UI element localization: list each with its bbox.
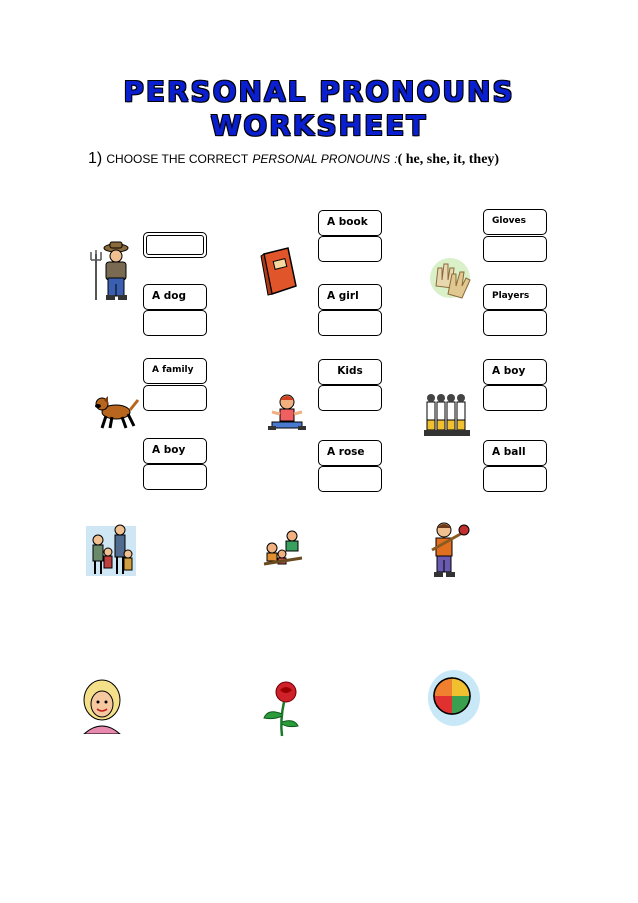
kids-picture (262, 528, 306, 570)
instruction-colon: : (394, 152, 398, 166)
answer-box[interactable] (143, 232, 207, 258)
answer-box[interactable] (483, 466, 547, 492)
word-label: A boy (143, 438, 207, 464)
word-label: A boy (483, 359, 547, 385)
instruction (88, 150, 499, 168)
boy-picture (424, 520, 472, 580)
rose-picture (258, 680, 304, 738)
answer-box[interactable] (318, 466, 382, 492)
family-picture (86, 520, 136, 578)
answer-box[interactable] (483, 236, 547, 262)
answer-box[interactable] (143, 464, 207, 490)
instruction-options: ( he, she, it, they) (397, 152, 500, 167)
ball-picture (426, 664, 482, 728)
word-label: Players (483, 284, 547, 310)
word-label: A book (318, 210, 382, 236)
answer-box[interactable] (143, 310, 207, 336)
word-label: A dog (143, 284, 207, 310)
word-label: A ball (483, 440, 547, 466)
answer-box[interactable] (318, 385, 382, 411)
word-label: A family (143, 358, 207, 384)
word-label: Kids (318, 359, 382, 385)
instruction-number: 1) (88, 150, 103, 167)
word-label: A rose (318, 440, 382, 466)
answer-box[interactable] (483, 310, 547, 336)
answer-box[interactable] (483, 385, 547, 411)
book-picture (258, 246, 302, 296)
word-label: Gloves (483, 209, 547, 235)
instruction-emphasis: PERSONAL PRONOUNS (252, 152, 391, 166)
farmer-picture (88, 240, 138, 302)
dog-picture (92, 392, 140, 430)
players-picture (424, 388, 470, 438)
worksheet-title-line-1: PERSONAL PRONOUNS (123, 75, 515, 108)
word-label: A girl (318, 284, 382, 310)
worksheet-title-line-2: WORKSHEET (210, 109, 428, 142)
answer-box[interactable] (318, 310, 382, 336)
woman-picture (80, 678, 126, 734)
answer-box[interactable] (318, 236, 382, 262)
girl-picture (266, 392, 308, 434)
gloves-picture (428, 254, 474, 304)
answer-box[interactable] (143, 385, 207, 411)
instruction-text: CHOOSE THE CORRECT (106, 152, 249, 166)
